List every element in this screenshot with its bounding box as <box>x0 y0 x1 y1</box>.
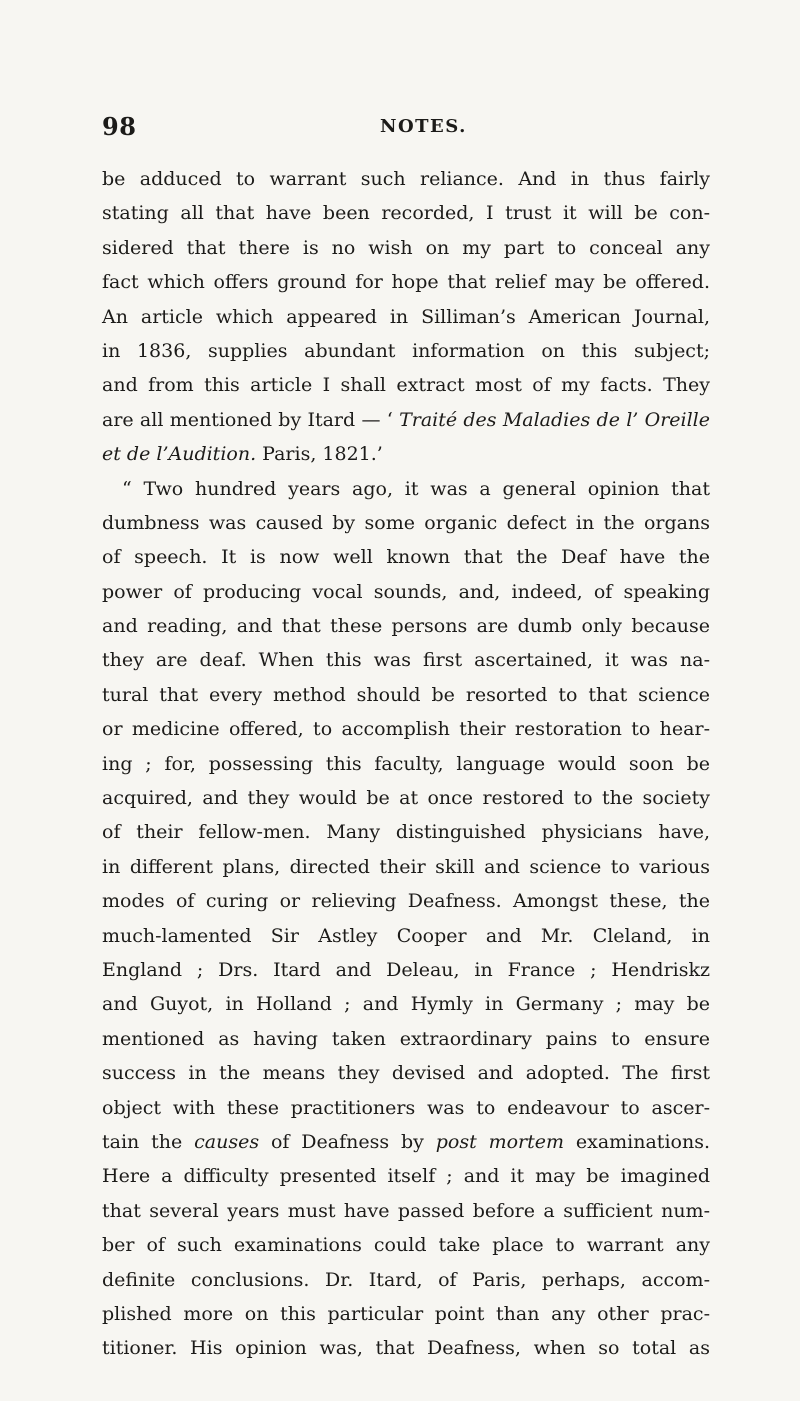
text-line-23: much-lamented Sir Astley Cooper and Mr. Cleland, in <box>102 924 710 947</box>
text-line-26: mentioned as having taken extraordinary pains to ensure <box>102 1027 710 1050</box>
causes-italic: causes <box>194 1130 260 1153</box>
text-line-9 <box>102 437 710 471</box>
text-line-8-roman: are all mentioned by Itard — ‘ <box>102 408 400 431</box>
text-line-29 <box>102 1125 710 1159</box>
text-line-18: ing ; for, possessing this faculty, language would soon be <box>102 752 710 775</box>
text-line-28: object with these practitioners was to endeavour to ascer- <box>102 1096 710 1119</box>
text-line-20: of their fellow-men. Many distinguished physicians have, <box>102 821 710 844</box>
text-line-31: that several years must have passed before a sufficient num- <box>102 1199 710 1222</box>
text-line-34: plished more on this particular point than any other prac- <box>102 1302 710 1325</box>
text-line-10: “ Two hundred years ago, it was a general opinion that <box>122 477 710 500</box>
text-line-3: sidered that there is no wish on my part to conceal any <box>102 236 710 259</box>
text-line-14: and reading, and that these persons are dumb only because <box>102 615 710 638</box>
text-line-12: of speech. It is now well known that the Deaf have the <box>102 546 710 569</box>
page-number: 98 <box>102 112 137 141</box>
text-line-5: An article which appeared in Silliman’s American Journal, <box>102 305 710 328</box>
text-line-19: acquired, and they would be at once restored to the society <box>102 787 710 810</box>
text-line-21: in different plans, directed their skill and science to various <box>102 855 710 878</box>
text-line-32: ber of such examinations could take place to warrant any <box>102 1234 710 1257</box>
text-line-24: England ; Drs. Itard and Deleau, in France ; Hendriskz <box>102 958 710 981</box>
text-line-29-a: tain the <box>102 1130 195 1153</box>
text-line-11: dumbness was caused by some organic defect in the organs <box>102 511 710 534</box>
text-line-1: be adduced to warrant such reliance. And in thus fairly <box>102 168 710 190</box>
text-line-2: stating all that have been recorded, I trust it will be con- <box>102 202 710 225</box>
text-line-8 <box>102 403 710 437</box>
text-line-17: or medicine offered, to accomplish their restoration to hear- <box>102 718 710 741</box>
text-line-15: they are deaf. When this was first ascertained, it was na- <box>102 649 710 672</box>
post-mortem-italic: post mortem <box>435 1130 564 1153</box>
text-line-7: and from this article I shall extract most of my facts. They <box>102 374 710 397</box>
text-line-22: modes of curing or relieving Deafness. Amongst these, the <box>102 890 710 913</box>
text-line-13: power of producing vocal sounds, and, indeed, of speaking <box>102 580 710 603</box>
text-line-9-roman: Paris, 1821.’ <box>256 443 383 466</box>
text-line-29-c: of Deafness by <box>259 1130 436 1153</box>
text-line-27: success in the means they devised and adopted. The first <box>102 1062 710 1085</box>
book-title-italic: Traité des Maladies de l’ Oreille <box>399 408 710 431</box>
body-text <box>102 162 710 1366</box>
book-title-italic-continued: et de l’Audition. <box>102 443 257 466</box>
text-line-33: definite conclusions. Dr. Itard, of Paris, perhaps, accom- <box>102 1268 710 1291</box>
text-line-6: in 1836, supplies abundant information on this subject; <box>102 339 710 362</box>
text-line-35: titioner. His opinion was, that Deafness, when so total as <box>102 1337 710 1360</box>
running-head: NOTES. <box>380 116 467 137</box>
page-header <box>102 112 710 152</box>
text-line-25: and Guyot, in Holland ; and Hymly in Germany ; may be <box>102 993 710 1016</box>
text-line-29-e: examinations. <box>564 1130 710 1153</box>
text-line-4: fact which offers ground for hope that relief may be offered. <box>102 271 710 294</box>
text-line-30: Here a difficulty presented itself ; and it may be imagined <box>102 1165 710 1188</box>
text-line-16: tural that every method should be resorted to that science <box>102 683 710 706</box>
